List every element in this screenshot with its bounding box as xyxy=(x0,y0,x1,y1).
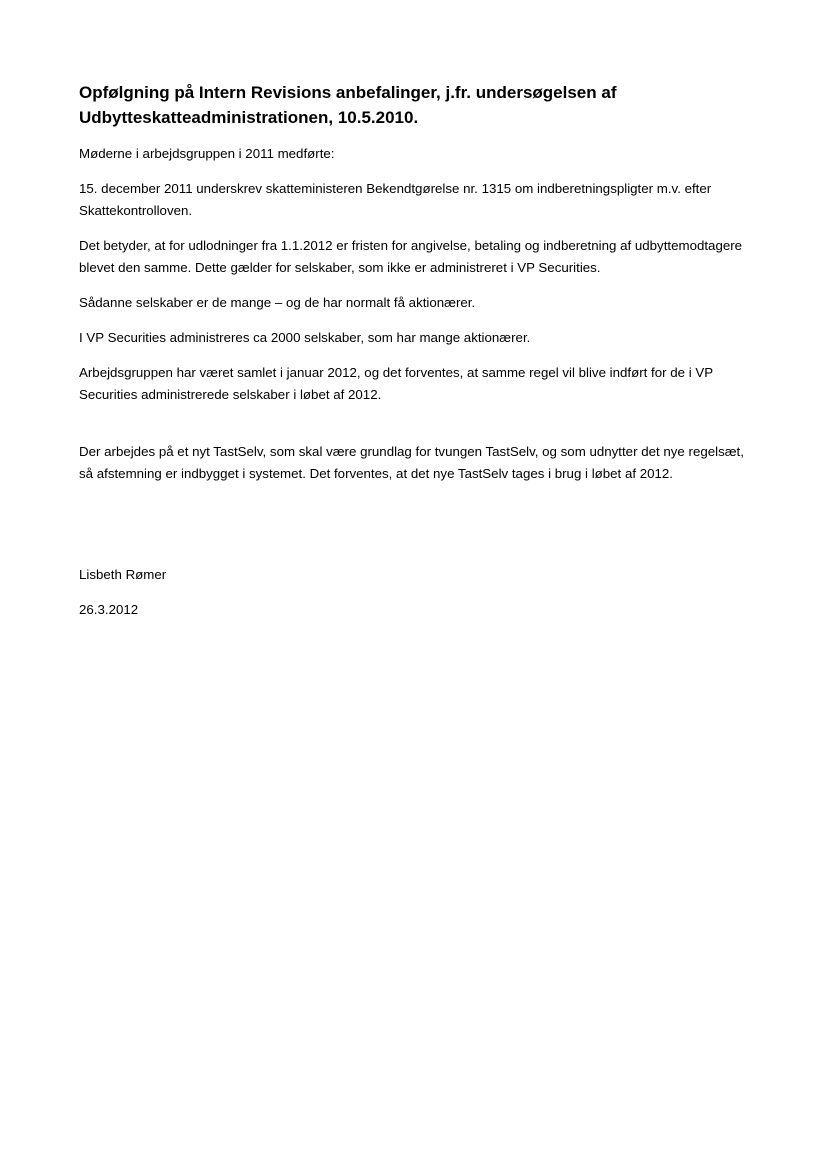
signature-name: Lisbeth Rømer xyxy=(79,567,167,582)
title-line-1: Opfølgning på Intern Revisions anbefalinger, j.fr. undersøgelsen af xyxy=(79,83,617,102)
paragraph-vp-securities: I VP Securities administreres ca 2000 selskaber, som har mange aktionærer. xyxy=(79,330,531,345)
document-body xyxy=(79,80,759,634)
paragraph-bekendtgoerelse: 15. december 2011 underskrev skatteministeren Bekendtgørelse nr. 1315 om indberetningspligter m.v. efter Skattekontrolloven. xyxy=(79,181,712,218)
title-line-2: Udbytteskatteadministrationen, 10.5.2010. xyxy=(79,108,419,127)
document-title xyxy=(79,80,759,130)
paragraph-tastselv: Der arbejdes på et nyt TastSelv, som skal være grundlag for tvungen TastSelv, og som udnytter det nye regelsæt, så afstemning er indbygget i systemet. Det forventes, at det nye TastSelv tages i brug i løbet af 2012. xyxy=(79,444,744,481)
paragraph-arbejdsgruppen: Arbejdsgruppen har været samlet i januar 2012, og det forventes, at samme regel vil blive indført for de i VP Securities administrerede selskaber i løbet af 2012. xyxy=(79,365,713,402)
paragraph-intro: Møderne i arbejdsgruppen i 2011 medførte: xyxy=(79,146,335,161)
paragraph-selskaber: Sådanne selskaber er de mange – og de har normalt få aktionærer. xyxy=(79,295,476,310)
blank-line xyxy=(79,419,759,441)
paragraph-udlodninger: Det betyder, at for udlodninger fra 1.1.2012 er fristen for angivelse, betaling og indberetning af udbyttemodtagere blevet den samme. Dette gælder for selskaber, som ikke er administreret i VP Securities. xyxy=(79,238,743,275)
signature-date: 26.3.2012 xyxy=(79,602,139,617)
blank-lines xyxy=(79,498,759,564)
